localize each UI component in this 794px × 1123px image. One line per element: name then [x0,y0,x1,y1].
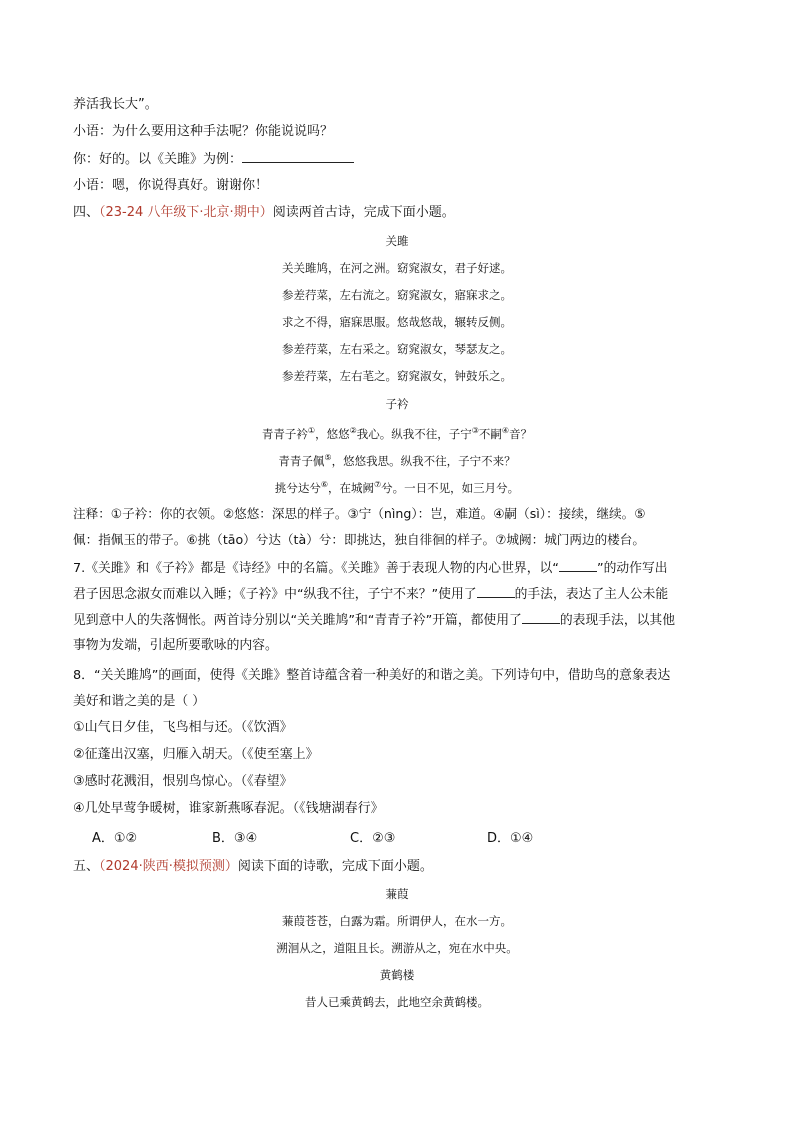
poem-line: 参差荇菜，左右流之。窈窕淑女，寤寐求之。 [282,288,512,302]
question-text: 的表现手法，以其他 [559,613,675,628]
footnote-mark: ⑦ [374,480,382,489]
poem-title: 子衿 [385,397,409,411]
poem-title: 蒹葭 [385,887,409,901]
footnote-mark: ① [307,426,316,435]
source-label: （2024·陕西·模拟预测） [99,859,238,874]
question-7 [73,559,668,578]
question-text: 7.《关雎》和《子衿》都是《诗经》中的名篇。《关雎》善于表现人物的内心世界，以“ [73,561,559,576]
question-text: 君子因思念淑女而难以入睡；《子衿》中“纵我不往，子宁不来？”使用了 [73,587,477,602]
list-item: ④几处早莺争暖树，谁家新燕啄春泥。（《钱塘湖春行》 [73,801,384,816]
list-item: ②征蓬出汉塞，归雁入胡天。（《使至塞上》 [73,747,319,762]
dialogue-line: 养活我长大”。 [73,97,158,112]
dialogue-line: 小语：嗯，你说得真好。谢谢你！ [73,178,269,193]
question-8: 8．“关关雎鸠”的画面，使得《关雎》整首诗蕴含着一种美好的和谐之美。下列诗句中，借助鸟的意象表达 [73,668,671,683]
answer-blank[interactable] [477,585,515,598]
poem-line: 参差荇菜，左右芼之。窈窕淑女，钟鼓乐之。 [282,369,512,383]
question-8: 美好和谐之美的是（ ） [73,694,206,709]
footnote-mark: ⑥ [320,480,328,489]
section-number: 五、 [73,859,100,874]
poem-text: 兮。一日不见，如三月兮。 [381,480,520,495]
question-text: ”的动作写出 [596,561,668,576]
poem-text: 挑兮达兮 [274,480,321,495]
poem-line: 蒹葭苍苍，白露为霜。所谓伊人，在水一方。 [282,914,512,928]
question-7: 事物为发端，引起所要歌咏的内容。 [73,638,278,653]
poem-text: 青青子佩 [278,453,325,468]
poem-line: 昔人已乘黄鹤去，此地空余黄鹤楼。 [305,995,489,1009]
section-instruction: 阅读下面的诗歌，完成下面小题。 [237,859,433,874]
list-item: ③感时花溅泪，恨别鸟惊心。（《春望》 [73,774,293,789]
poem-line: 参差荇菜，左右采之。窈窕淑女，琴瑟友之。 [282,342,512,356]
poem-title: 关雎 [385,234,409,248]
footnote-mark: ⑤ [324,453,332,462]
answer-blank[interactable] [242,150,354,163]
poem-text: ，悠悠 [315,426,350,441]
footnote-mark: ④ [501,426,510,435]
option-c[interactable]: C．②③ [350,831,396,846]
poem-text: ，悠悠我思。纵我不往，子宁不来？ [331,453,516,468]
poem-line [0,450,794,469]
annotation-notes: 注释：①子衿：你的衣领。②悠悠：深思的样子。③宁（nìng）：岂，难道。④嗣（sì）：接续，继续。⑤ [73,506,646,521]
option-b[interactable]: B．③④ [212,831,258,846]
poem-text: 我心。纵我不往，子宁 [356,426,472,441]
answer-blank[interactable] [559,559,597,572]
annotation-notes: 佩：指佩玉的带子。⑥挑（tāo）兮达（tà）兮：即挑达，独自徘徊的样子。⑦城阙：城门两边的楼台。 [73,532,645,547]
poem-text: ，在城阙 [328,480,374,495]
poem-line [0,423,794,442]
answer-blank[interactable] [522,611,560,624]
dialogue-line: 小语：为什么要用这种手法呢？你能说说吗？ [73,124,334,139]
poem-line: 溯洄从之，道阻且长。溯游从之，宛在水中央。 [276,941,518,955]
poem-text: 音？ [509,426,533,441]
poem-text: 青青子衿 [261,426,308,441]
poem-title: 黄鹤楼 [379,968,415,982]
source-label: （23-24 八年级下·北京·期中） [99,205,273,220]
question-text: 的手法，表达了主人公未能 [514,587,669,602]
option-d[interactable]: D．①④ [487,831,534,846]
dialogue-line [73,150,354,169]
dialogue-text: 你：好的。以《关雎》为例： [73,152,243,167]
poem-line: 求之不得，寤寐思服。悠哉悠哉，辗转反侧。 [282,315,512,329]
section-heading [73,858,433,876]
option-a[interactable]: A．①② [92,831,138,846]
question-7 [73,611,675,630]
section-number: 四、 [73,205,100,220]
footnote-mark: ③ [471,426,479,435]
list-item: ①山气日夕佳，飞鸟相与还。（《饮酒》 [73,720,293,735]
section-heading [73,204,455,222]
section-instruction: 阅读两首古诗，完成下面小题。 [272,205,455,220]
poem-line [0,477,794,496]
footnote-mark: ② [349,426,357,435]
question-text: 见到意中人的失落惆怅。两首诗分别以“关关雎鸠”和“青青子衿”开篇，都使用了 [73,613,522,628]
question-7 [73,585,668,604]
poem-line: 关关雎鸠，在河之洲。窈窕淑女，君子好逑。 [282,261,512,275]
poem-text: 不嗣 [478,426,502,441]
